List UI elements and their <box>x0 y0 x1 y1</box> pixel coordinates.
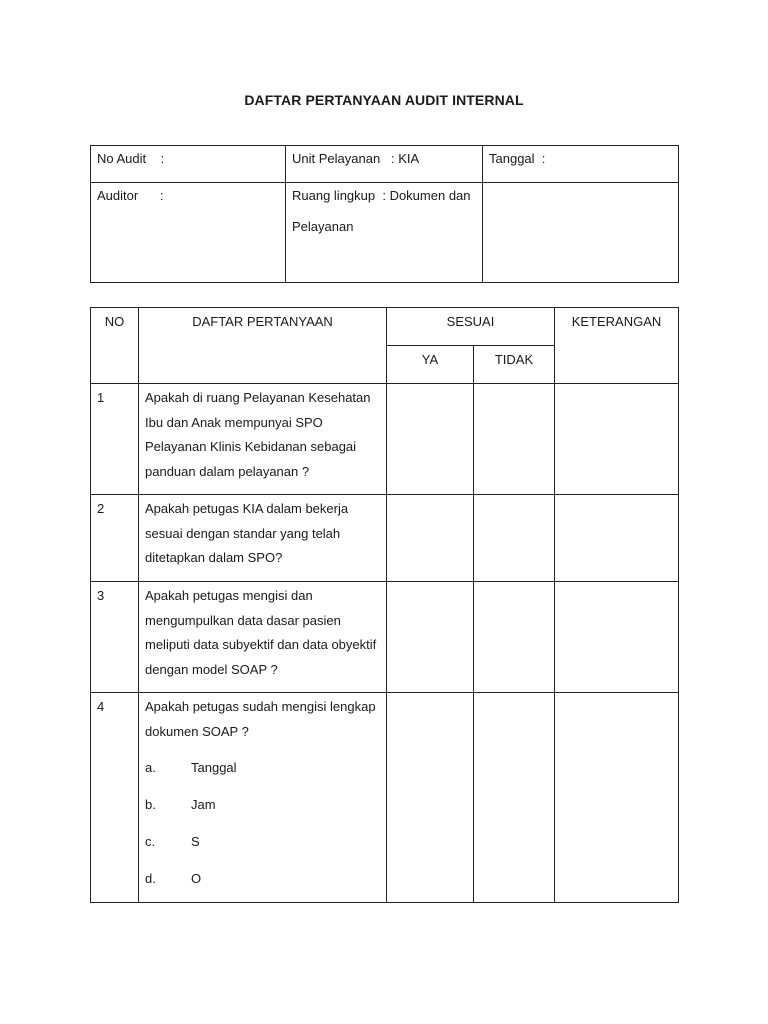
sub-item-text: Jam <box>191 797 216 812</box>
sub-item-letter: d. <box>145 871 156 886</box>
sub-item-text: S <box>191 834 200 849</box>
ya-cell[interactable] <box>387 582 474 693</box>
table-header-row <box>91 308 679 346</box>
row-number: 1 <box>91 384 139 495</box>
ya-column-header: YA <box>387 346 474 384</box>
auditor-cell[interactable] <box>91 183 286 283</box>
tanggal-label: Tanggal : <box>489 151 546 166</box>
no-audit-label: No Audit : <box>97 151 165 166</box>
question-text: Apakah petugas mengisi dan mengumpulkan data dasar pasien meliputi data subyektif dan data obyektif dengan model SOAP ? <box>139 582 387 693</box>
ruang-lingkup-value: Pelayanan <box>292 218 354 234</box>
no-audit-cell[interactable] <box>91 146 286 183</box>
sub-item <box>145 793 380 818</box>
tanggal-cell[interactable] <box>483 146 679 183</box>
sub-item-letter: a. <box>145 760 156 775</box>
unit-pelayanan-label: Unit Pelayanan : KIA <box>292 151 420 166</box>
ya-cell[interactable] <box>387 693 474 903</box>
tidak-column-header: TIDAK <box>474 346 555 384</box>
audit-info-table <box>90 145 679 283</box>
keterangan-column-header: KETERANGAN <box>555 308 679 384</box>
daftar-pertanyaan-column-header: DAFTAR PERTANYAAN <box>139 308 387 384</box>
question-table <box>90 307 679 903</box>
auditor-label: Auditor : <box>97 188 164 203</box>
ya-cell[interactable] <box>387 495 474 582</box>
question-text: Apakah di ruang Pelayanan Kesehatan Ibu dan Anak mempunyai SPO Pelayanan Klinis Kebidanan sebagai panduan dalam pelayanan ? <box>139 384 387 495</box>
unit-pelayanan-cell[interactable] <box>286 146 483 183</box>
table-row <box>91 384 679 495</box>
table-row <box>91 693 679 903</box>
keterangan-cell[interactable] <box>555 495 679 582</box>
sub-item <box>145 867 380 892</box>
question-cell <box>139 693 387 903</box>
info-row-2 <box>91 183 679 283</box>
tidak-cell[interactable] <box>474 495 555 582</box>
sub-item <box>145 756 380 781</box>
ruang-lingkup-label: Ruang lingkup : Dokumen dan <box>292 188 471 203</box>
page-title: DAFTAR PERTANYAAN AUDIT INTERNAL <box>244 92 524 108</box>
sesuai-column-header: SESUAI <box>387 308 555 346</box>
info-row-1 <box>91 146 679 183</box>
keterangan-cell[interactable] <box>555 693 679 903</box>
row-number: 2 <box>91 495 139 582</box>
ruang-lingkup-cell[interactable] <box>286 183 483 283</box>
table-row <box>91 495 679 582</box>
info-empty-cell[interactable] <box>483 183 679 283</box>
keterangan-cell[interactable] <box>555 384 679 495</box>
sub-item-text: O <box>191 871 202 886</box>
row-number: 4 <box>91 693 139 903</box>
table-row <box>91 582 679 693</box>
no-column-header: NO <box>91 308 139 384</box>
ya-cell[interactable] <box>387 384 474 495</box>
sub-item-text: Tanggal <box>191 760 237 775</box>
sub-item-letter: c. <box>145 834 156 849</box>
keterangan-cell[interactable] <box>555 582 679 693</box>
question-text: Apakah petugas sudah mengisi lengkap dokumen SOAP ? <box>145 699 376 739</box>
row-number: 3 <box>91 582 139 693</box>
tidak-cell[interactable] <box>474 384 555 495</box>
sub-item-letter: b. <box>145 797 156 812</box>
tidak-cell[interactable] <box>474 693 555 903</box>
question-text: Apakah petugas KIA dalam bekerja sesuai dengan standar yang telah ditetapkan dalam SPO? <box>139 495 387 582</box>
tidak-cell[interactable] <box>474 582 555 693</box>
sub-item <box>145 830 380 855</box>
